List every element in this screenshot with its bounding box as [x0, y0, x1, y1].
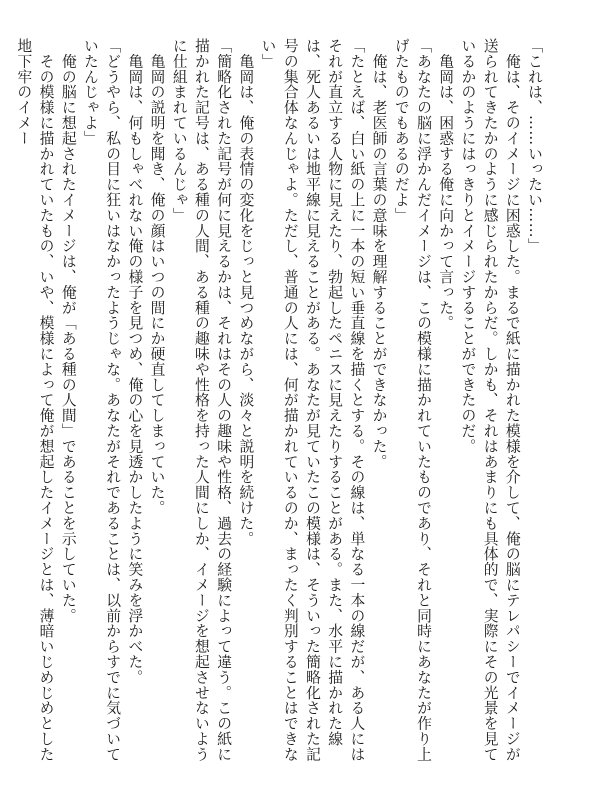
paragraph-dialogue: 「たとえば、白い紙の上に一本の短い垂直線を描くとする。その線は、単なる一本の線だが、ある人にはそれが直立する人物に見えたり、勃起したペニスに見えたりすることがある。また、水平に描かれた線は、死人あるいは地平線に見えることがある。あなたが見ていたこの模様は、そういった簡略化された記号の集合体なんじゃよ。ただし、普通の人には、何が描かれているのか、まったく判別することはできない」 [259, 38, 366, 762]
paragraph: 俺の脳に想起されたイメージは、俺が「ある種の人間」であることを示していた。 [59, 38, 77, 624]
paragraph: 亀岡は、困惑する俺に向かって言った。 [437, 38, 455, 331]
paragraph-dialogue: 「どうやら、私の目に狂いはなかったようじゃな。あなたがそれであることは、以前からすでに気づいていたんじゃよ」 [81, 38, 122, 762]
paragraph: 亀岡の説明を聞き、俺の顔はいつの間にか硬直してしまっていた。 [148, 38, 166, 516]
paragraph-dialogue: 「これは、……いったい……」 [526, 38, 543, 254]
paragraph: 亀岡は、俺の表情の変化をじっと見つめながら、淡々と説明を続けた。 [237, 38, 255, 547]
paragraph: 俺は、老医師の言葉の意味を理解することができなかった。 [370, 38, 388, 470]
vertical-text-body [12, 38, 545, 768]
paragraph-dialogue: 「簡略化された記号が何に見えるかは、それはその人の趣味や性格、過去の経験によって違う。この紙に描かれた記号は、ある種の人間、ある種の趣味や性格を持った人間にしか、イメージを想起させないように仕組まれているんじゃ」 [170, 38, 233, 762]
paragraph: 亀岡は、何もしゃべれない俺の様子を見つめ、俺の心を見透かしたように笑みを浮かべた。 [126, 38, 144, 685]
paragraph-dialogue: 「あなたの脳に浮かんだイメージは、この模様に描かれていたものであり、それと同時にあなたが作り上げたものでもあるのだよ」 [392, 38, 432, 762]
paragraph: 俺は、そのイメージに困惑した。まるで紙に描かれた模様を介して、俺の脳にテレパシーでイメージが送られてきたかのように感じられたからだ。しかも、それはあまりにも具体的で、実際にその光景を見ているかのようにはっきりとイメージすることができたのだ。 [459, 38, 521, 762]
paragraph: その模様に描かれていたもの、いや、模様によって俺が想起したイメージとは、薄暗いじめじめとした地下牢のイメー [15, 38, 55, 762]
